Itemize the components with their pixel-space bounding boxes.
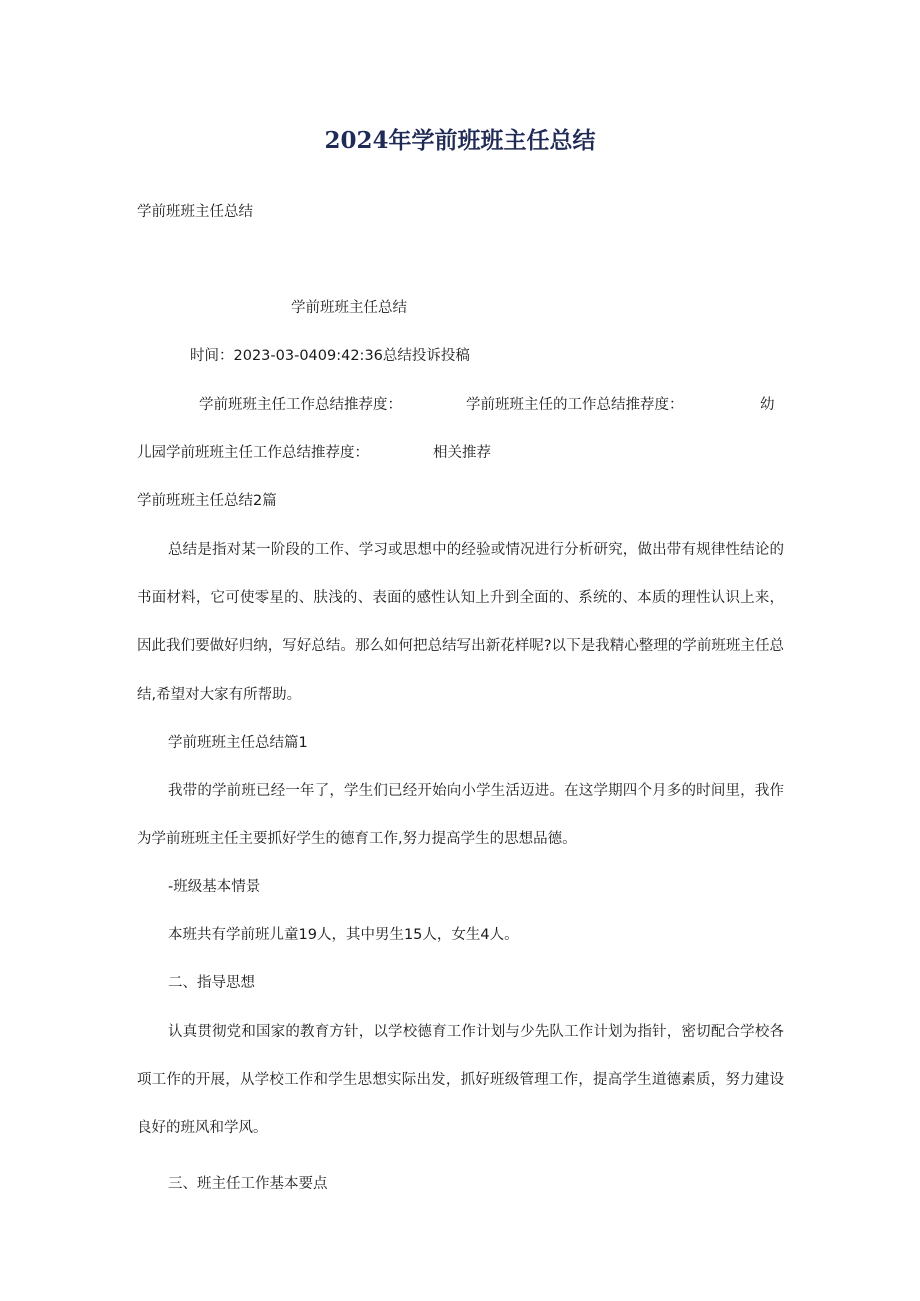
intro-line-4: 结,希望对大家有所帮助。 (137, 687, 302, 703)
section-guiding-thought: 二、指导思想 (168, 975, 255, 991)
intro-line-1: 总结是指对某一阶段的工作、学习或思想中的经验或情况进行分析研究，做出带有规律性结论的 (168, 542, 784, 558)
centered-heading: 学前班班主任总结 (291, 300, 407, 316)
document-title: 2024年学前班班主任总结 (324, 127, 596, 154)
section-class-info: -班级基本情景 (168, 879, 261, 895)
recommend-link-2[interactable]: 学前班班主任的工作总结推荐度： (466, 397, 684, 413)
section-key-points: 三、班主任工作基本要点 (168, 1176, 328, 1192)
para1-line-2: 为学前班班主任主要抓好学生的德育工作,努力提高学生的思想品德。 (137, 831, 577, 847)
para2-line-1: 认真贯彻党和国家的教育方针，以学校德育工作计划与少先队工作计划为指针，密切配合学校各 (168, 1024, 784, 1040)
recommend-link-3-end[interactable]: 儿园学前班班主任工作总结推荐度： (137, 445, 369, 461)
para2-line-3: 良好的班风和学风。 (137, 1120, 268, 1136)
class-info-text: 本班共有学前班儿童19人，其中男生15人，女生4人。 (168, 927, 519, 943)
recommend-link-3-start[interactable]: 幼 (760, 397, 775, 413)
para1-line-1: 我带的学前班已经一年了，学生们已经开始向小学生活迈进。在这学期四个月多的时间里，我作 (168, 783, 784, 799)
para2-line-2: 项工作的开展，从学校工作和学生思想实际出发，抓好班级管理工作，提高学生道德素质，努力建设 (137, 1072, 784, 1088)
intro-line-3: 因此我们要做好归纳，写好总结。那么如何把总结写出新花样呢?以下是我精心整理的学前班班主任总 (137, 638, 784, 654)
document-subtitle: 学前班班主任总结 (137, 204, 253, 220)
meta-line: 时间：2023-03-0409:42:36总结投诉投稿 (190, 348, 470, 364)
related-recommend-label: 相关推荐 (433, 445, 491, 461)
part1-title: 学前班班主任总结篇1 (168, 735, 308, 751)
intro-line-2: 书面材料，它可使零星的、肤浅的、表面的感性认知上升到全面的、系统的、本质的理性认识上来， (137, 590, 784, 606)
article-title: 学前班班主任总结2篇 (137, 493, 277, 509)
recommend-link-1[interactable]: 学前班班主任工作总结推荐度： (199, 397, 402, 413)
